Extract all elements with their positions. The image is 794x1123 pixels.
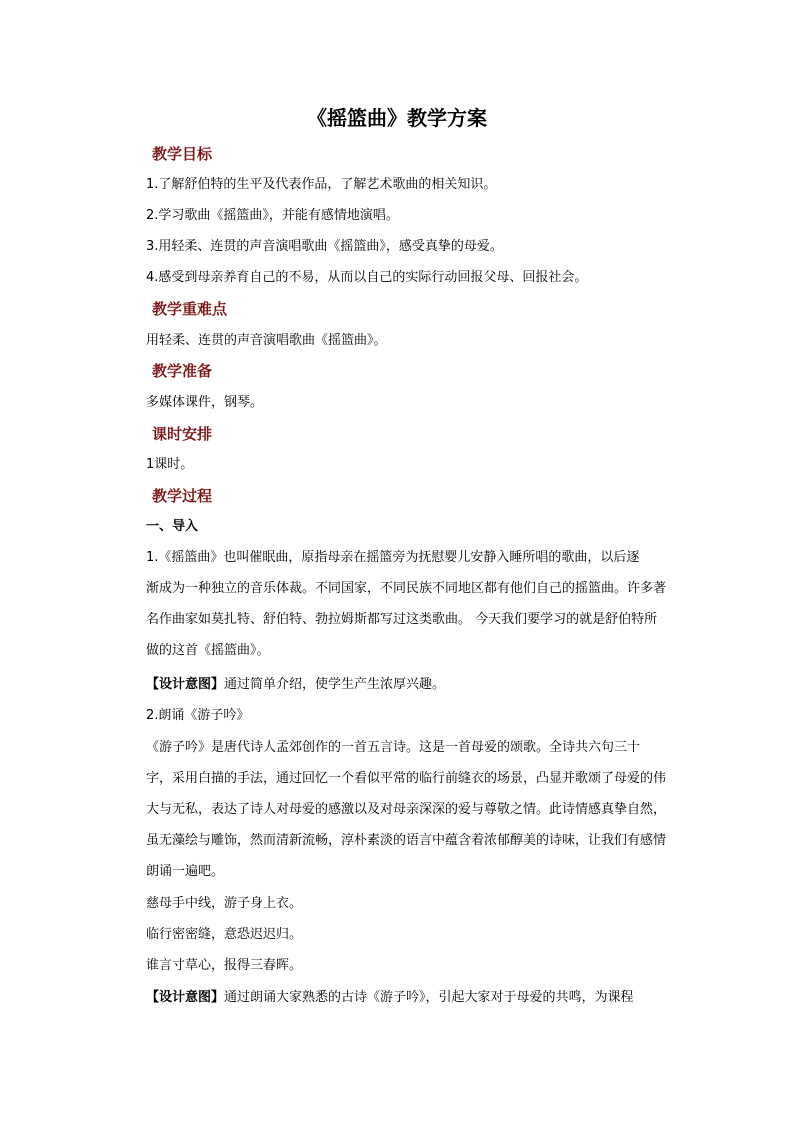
heading-schedule: 课时安排 bbox=[152, 425, 213, 443]
design-intent-text: 通过朗诵大家熟悉的古诗《游子吟》，引起大家对于母爱的共鸣，为课程 bbox=[224, 990, 634, 1005]
page-title: 《摇篮曲》教学方案 bbox=[307, 106, 487, 130]
design-intent-1 bbox=[146, 676, 445, 694]
poem-intro-line-3: 大与无私，表达了诗人对母爱的感激以及对母亲深深的爱与尊敬之情。此诗情感真挚自然， bbox=[146, 802, 667, 817]
design-intent-text: 通过简单介绍，使学生产生浓厚兴趣。 bbox=[224, 677, 446, 692]
intro-paragraph-line-3: 名作曲家如莫扎特、舒伯特、勃拉姆斯都写过这类歌曲。 今天我们要学习的就是舒伯特所 bbox=[146, 612, 658, 627]
goal-item-4: 4.感受到母亲养育自己的不易，从而以自己的实际行动回报父母、回报社会。 bbox=[146, 270, 588, 285]
design-intent-label: 【设计意图】 bbox=[146, 990, 225, 1005]
design-intent-label: 【设计意图】 bbox=[146, 677, 225, 692]
poem-line-3: 谁言寸草心，报得三春晖。 bbox=[146, 958, 303, 973]
poem-line-2: 临行密密缝，意恐迟迟归。 bbox=[146, 927, 303, 942]
intro-paragraph-line-1: 1.《摇篮曲》也叫催眠曲，原指母亲在摇篮旁为抚慰婴儿安静入睡所唱的歌曲，以后逐 bbox=[146, 550, 640, 565]
heading-key-points: 教学重难点 bbox=[152, 300, 228, 318]
poem-line-1: 慈母手中线，游子身上衣。 bbox=[146, 896, 303, 911]
poem-intro-line-5: 朗诵一遍吧。 bbox=[146, 864, 225, 879]
section-intro: 一、导入 bbox=[146, 519, 199, 534]
goal-item-2: 2.学习歌曲《摇篮曲》，并能有感情地演唱。 bbox=[146, 208, 399, 223]
preparation-text: 多媒体课件，钢琴。 bbox=[146, 395, 264, 410]
poem-intro-line-4: 虽无藻绘与雕饰，然而清新流畅，淳朴素淡的语言中蕴含着浓郁醇美的诗味，让我们有感情 bbox=[146, 833, 667, 848]
poem-intro-line-1: 《游子吟》是唐代诗人孟郊创作的一首五言诗。这是一首母爱的颂歌。全诗共六句三十 bbox=[146, 740, 641, 755]
goal-item-3: 3.用轻柔、连贯的声音演唱歌曲《摇篮曲》，感受真挚的母爱。 bbox=[146, 239, 503, 254]
heading-process: 教学过程 bbox=[152, 487, 213, 505]
heading-preparation: 教学准备 bbox=[152, 362, 213, 380]
heading-goals: 教学目标 bbox=[152, 145, 213, 163]
intro-paragraph-line-2: 渐成为一种独立的音乐体裁。不同国家，不同民族不同地区都有他们自己的摇篮曲。许多著 bbox=[146, 581, 667, 596]
poem-intro-line-2: 字，采用白描的手法，通过回忆一个看似平常的临行前缝衣的场景，凸显并歌颂了母爱的伟 bbox=[146, 771, 667, 786]
key-points-text: 用轻柔、连贯的声音演唱歌曲《摇篮曲》。 bbox=[146, 333, 387, 348]
design-intent-2 bbox=[146, 989, 634, 1007]
goal-item-1: 1.了解舒伯特的生平及代表作品，了解艺术歌曲的相关知识。 bbox=[146, 177, 497, 192]
recitation-item: 2.朗诵《游子吟》 bbox=[146, 708, 250, 723]
intro-paragraph-line-4: 做的这首《摇篮曲》。 bbox=[146, 643, 270, 658]
schedule-text: 1课时。 bbox=[146, 457, 194, 472]
